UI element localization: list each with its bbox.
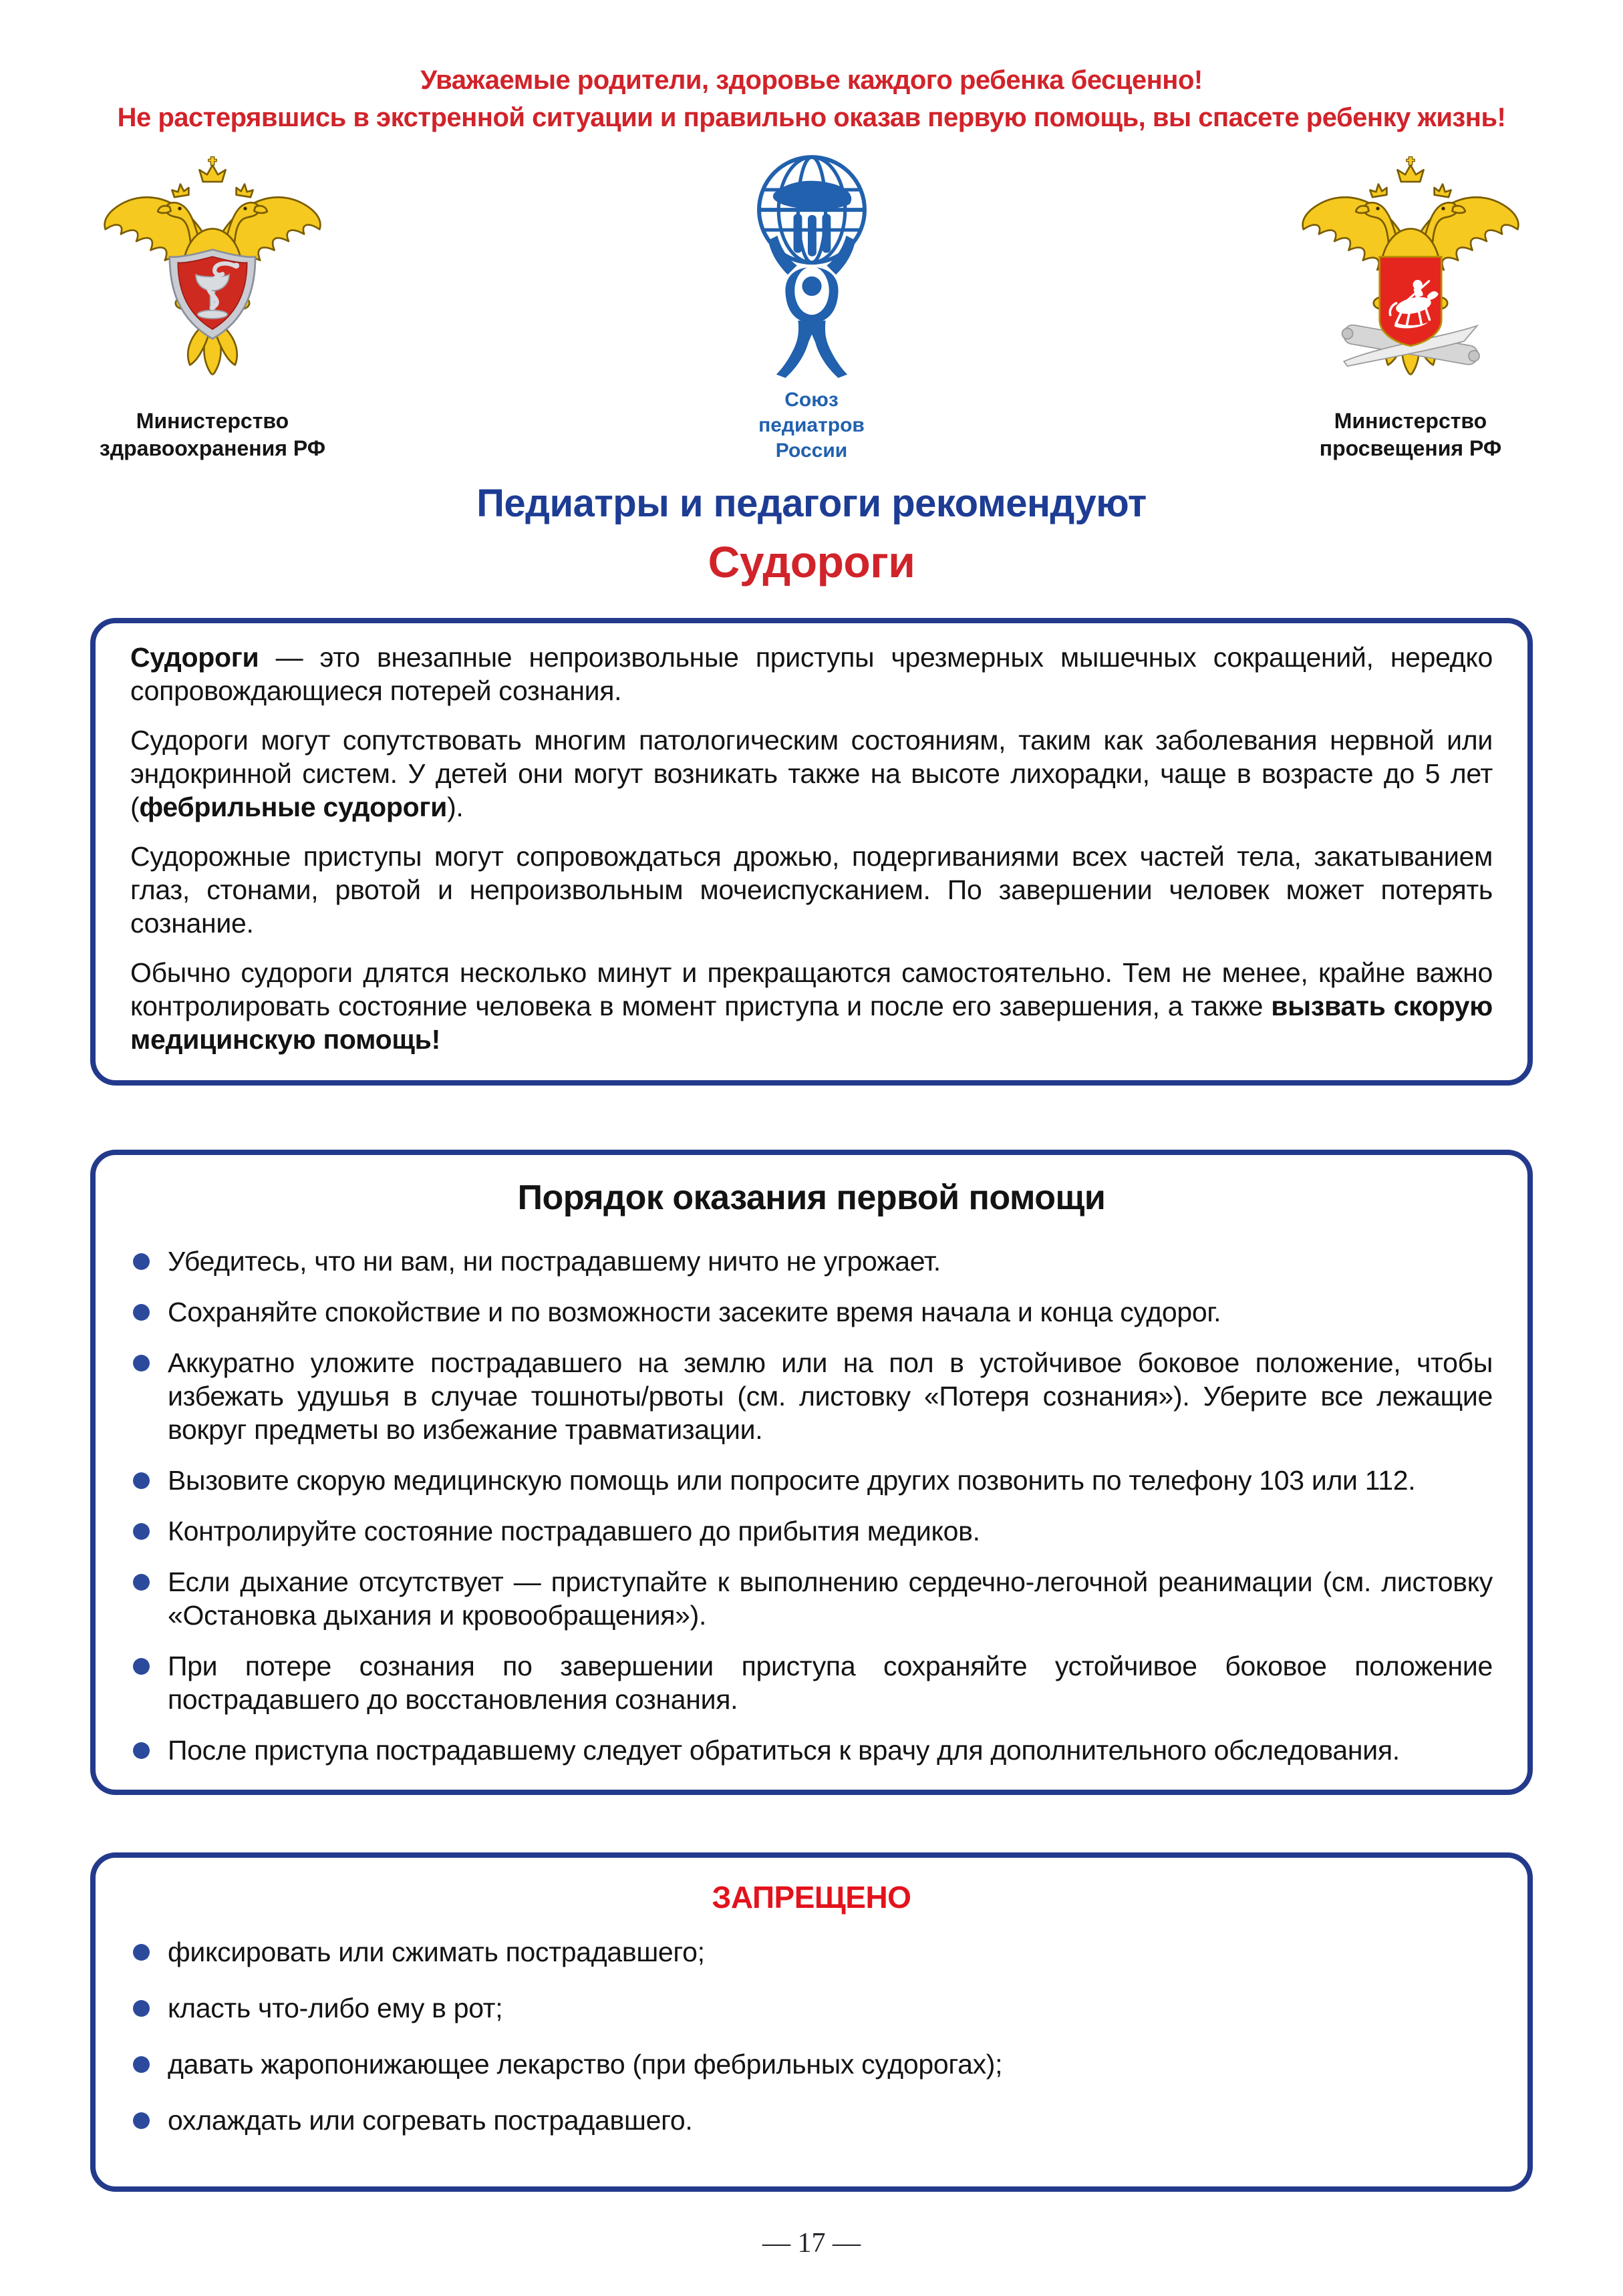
- bullet-icon: [133, 1574, 150, 1591]
- pediatricians-union-block: [386, 150, 1237, 464]
- bullet-icon: [133, 1742, 150, 1759]
- bullet-icon: [133, 1253, 150, 1270]
- paragraph-text: Судорожные приступы могут сопровождаться дрожью, подергиваниями всех частей тела, закатыванием глаз, стонами, рвотой и непроизвольным мочеиспусканием. По завершении человек может потерять сознание.: [130, 841, 1493, 939]
- list-item-text: Контролируйте состояние пострадавшего до прибытия медиков.: [168, 1516, 980, 1546]
- union-label-line3: России: [775, 440, 848, 462]
- list-item: [130, 1935, 1493, 1969]
- list-item: [130, 1464, 1493, 1497]
- list-item-text: Если дыхание отсутствует — приступайте к выполнению сердечно-легочной реанимации (см. листовку «Остановка дыхания и кровообращения»).: [168, 1567, 1493, 1631]
- list-item-text: Вызовите скорую медицинскую помощь или попросите других позвонить по телефону 103 или 112.: [168, 1465, 1416, 1496]
- paragraph: [130, 956, 1493, 1056]
- paragraph: [130, 641, 1493, 707]
- pediatricians-union-label: [758, 387, 865, 464]
- header-note: [0, 0, 1623, 136]
- bullet-icon: [133, 2056, 150, 2073]
- bullet-icon: [133, 1944, 150, 1961]
- page-number: — 17 —: [762, 2228, 861, 2259]
- intro-paragraphs: [130, 641, 1493, 1056]
- paragraph-text: — это внезапные непроизвольные приступы чрезмерных мышечных сокращений, нередко сопровождающиеся потерей сознания.: [130, 642, 1493, 706]
- logos-row: [0, 150, 1623, 464]
- bullet-icon: [133, 1658, 150, 1675]
- list-item: [130, 1514, 1493, 1548]
- list-item-text: Аккуратно уложите пострадавшего на землю или на пол в устойчивое боковое положение, чтобы избежать удушья в случае тошноты/рвоты (см. листовку «Потеря сознания»). Уберите все лежащие вокруг предметы во избежание травматизации.: [168, 1347, 1493, 1445]
- forbidden-box: [90, 1852, 1533, 2192]
- paragraph-text: ).: [447, 792, 464, 822]
- header-note-line2: Не растерявшись в экстренной ситуации и правильно оказав первую помощь, вы спасете ребенку жизнь!: [117, 103, 1506, 132]
- list-item-text: Убедитесь, что ни вам, ни пострадавшему ничто не угрожает.: [168, 1246, 941, 1277]
- paragraph-bold-text: фебрильные судороги: [139, 792, 448, 822]
- pediatricians-union-logo-icon: [733, 150, 891, 385]
- list-item-text: После приступа пострадавшему следует обратиться к врачу для дополнительного обследования.: [168, 1735, 1400, 1766]
- union-label-line2: педиатров: [758, 414, 865, 436]
- education-ministry-block: [1237, 150, 1584, 462]
- list-item-text: При потере сознания по завершении приступа сохраняйте устойчивое боковое положение пострадавшего до восстановления сознания.: [168, 1651, 1493, 1715]
- list-item: [130, 1245, 1493, 1278]
- paragraph-text: Обычно судороги длятся несколько минут и прекращаются самостоятельно. Тем не менее, крайне важно контролировать состояние человека в момент приступа и после его завершения, а также: [130, 957, 1493, 1021]
- paragraph-bold-text: Судороги: [130, 642, 259, 673]
- health-ministry-block: [39, 150, 386, 462]
- list-item: [130, 2104, 1493, 2137]
- list-item: [130, 2047, 1493, 2081]
- paragraph: [130, 840, 1493, 940]
- union-label-line1: Союз: [784, 389, 839, 411]
- paragraph: [130, 723, 1493, 824]
- recommend-line: Педиатры и педагоги рекомендуют: [476, 482, 1147, 525]
- list-item: [130, 1565, 1493, 1632]
- bullet-icon: [133, 1523, 150, 1540]
- list-item-text: Сохраняйте спокойствие и по возможности засеките время начала и конца судорог.: [168, 1297, 1221, 1327]
- bullet-icon: [133, 1472, 150, 1489]
- bullet-icon: [133, 2112, 150, 2129]
- paragraph-text: Судороги могут сопутствовать многим патологическим состояниям, таким как заболевания нервной или эндокринной систем. У детей они могут возникать также на высоте лихорадки, чаще в возрасте до 5 лет (: [130, 725, 1493, 822]
- list-item: [130, 1295, 1493, 1329]
- health-ministry-label-line1: Министерство: [136, 409, 289, 433]
- list-item-text: фиксировать или сжимать пострадавшего;: [168, 1937, 705, 1967]
- education-ministry-label-line2: просвещения РФ: [1319, 436, 1502, 460]
- page-title: Судороги: [708, 537, 915, 587]
- health-ministry-emblem-icon: [84, 150, 341, 399]
- education-ministry-label: [1320, 407, 1501, 462]
- first-aid-box: [90, 1150, 1533, 1795]
- list-item: [130, 1346, 1493, 1446]
- list-item-text: давать жаропонижающее лекарство (при фебрильных судорогах);: [168, 2049, 1003, 2080]
- list-item: [130, 1991, 1493, 2025]
- list-item: [130, 1734, 1493, 1767]
- header-note-line1: Уважаемые родители, здоровье каждого ребенка бесценно!: [420, 65, 1203, 95]
- health-ministry-label: [100, 407, 325, 462]
- list-item-text: класть что-либо ему в рот;: [168, 1993, 503, 2023]
- education-ministry-label-line1: Министерство: [1334, 409, 1487, 433]
- bullet-icon: [133, 2000, 150, 2017]
- list-item: [130, 1649, 1493, 1716]
- education-ministry-emblem-icon: [1282, 150, 1539, 399]
- bullet-icon: [133, 1304, 150, 1321]
- health-ministry-label-line2: здравоохранения РФ: [99, 436, 326, 460]
- bullet-icon: [133, 1355, 150, 1371]
- paragraph-bold-text: вызвать скорую медицинскую помощь!: [130, 991, 1493, 1055]
- first-aid-title: Порядок оказания первой помощи: [517, 1178, 1106, 1217]
- intro-box: [90, 618, 1533, 1086]
- list-item-text: охлаждать или согревать пострадавшего.: [168, 2105, 693, 2136]
- forbidden-title: ЗАПРЕЩЕНО: [712, 1880, 911, 1915]
- forbidden-list: [130, 1935, 1493, 2137]
- first-aid-list: [130, 1245, 1493, 1767]
